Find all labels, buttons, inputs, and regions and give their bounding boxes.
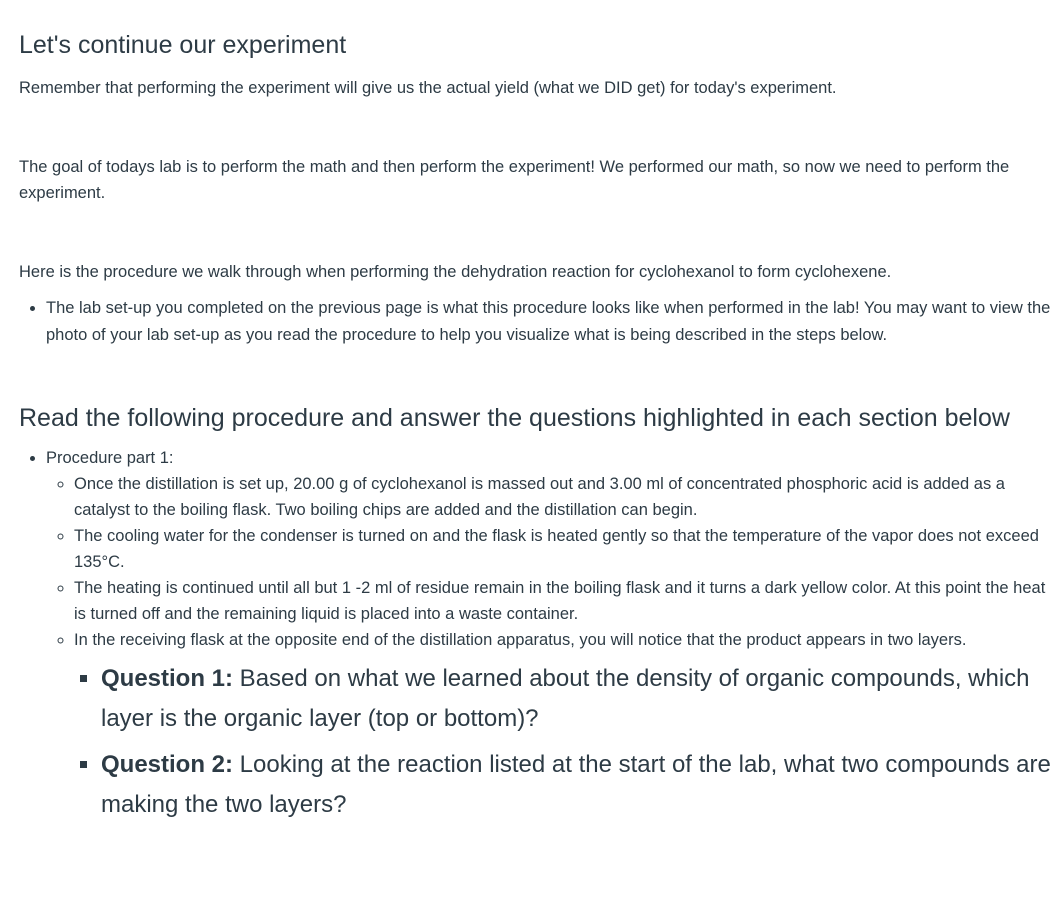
procedure-step-text: In the receiving flask at the opposite end of the distillation apparatus, you will notice that the product appears in two layers.	[74, 631, 967, 649]
procedure-list	[19, 445, 1051, 825]
procedure-step: ◦ The heating is continued until all but 1 -2 ml of residue remain in the boiling flask and it turns a dark yellow color. At this point the heat is turned off and the remaining liquid is placed into a waste container.	[74, 575, 1051, 627]
procedure-note-list	[19, 295, 1051, 349]
procedure-part-item	[46, 445, 1051, 825]
procedure-step: ◦ The cooling water for the condenser is turned on and the flask is heated gently so that the temperature of the vapor does not exceed 135°C.	[74, 523, 1051, 575]
question-list	[74, 659, 1051, 825]
procedure-step: ◦ Once the distillation is set up, 20.00 g of cyclohexanol is massed out and 3.00 ml of concentrated phosphoric acid is added as a catalyst to the boiling flask. Two boiling chips are added and the distillation can begin.	[74, 471, 1051, 523]
question-item	[101, 659, 1051, 739]
question-text: Based on what we learned about the density of organic compounds, which layer is the organic layer (top or bottom)?	[101, 665, 1030, 732]
goal-paragraph: The goal of todays lab is to perform the math and then perform the experiment! We performed our math, so now we need to perform the experiment.	[19, 158, 1010, 202]
procedure-intro-paragraph: Here is the procedure we walk through when performing the dehydration reaction for cyclohexanol to form cyclohexene.	[19, 263, 892, 281]
question-text: Looking at the reaction listed at the start of the lab, what two compounds are making the two layers?	[101, 751, 1051, 818]
section-heading: Read the following procedure and answer the questions highlighted in each section below	[19, 404, 1010, 432]
question-label: Question 1:	[101, 665, 234, 692]
intro-paragraph: Remember that performing the experiment will give us the actual yield (what we DID get) for today's experiment.	[19, 79, 837, 97]
page-title: Let's continue our experiment	[19, 31, 347, 59]
procedure-step	[74, 627, 1051, 825]
page-content	[19, 28, 1051, 831]
procedure-steps	[46, 471, 1051, 825]
procedure-part-label: Procedure part 1:	[46, 449, 174, 467]
question-item	[101, 745, 1051, 825]
procedure-note: • The lab set-up you completed on the previous page is what this procedure looks like when performed in the lab! You may want to view the photo of your lab set-up as you read the procedure to help you visualize what is being described in the steps below.	[46, 295, 1051, 349]
question-label: Question 2:	[101, 751, 234, 778]
